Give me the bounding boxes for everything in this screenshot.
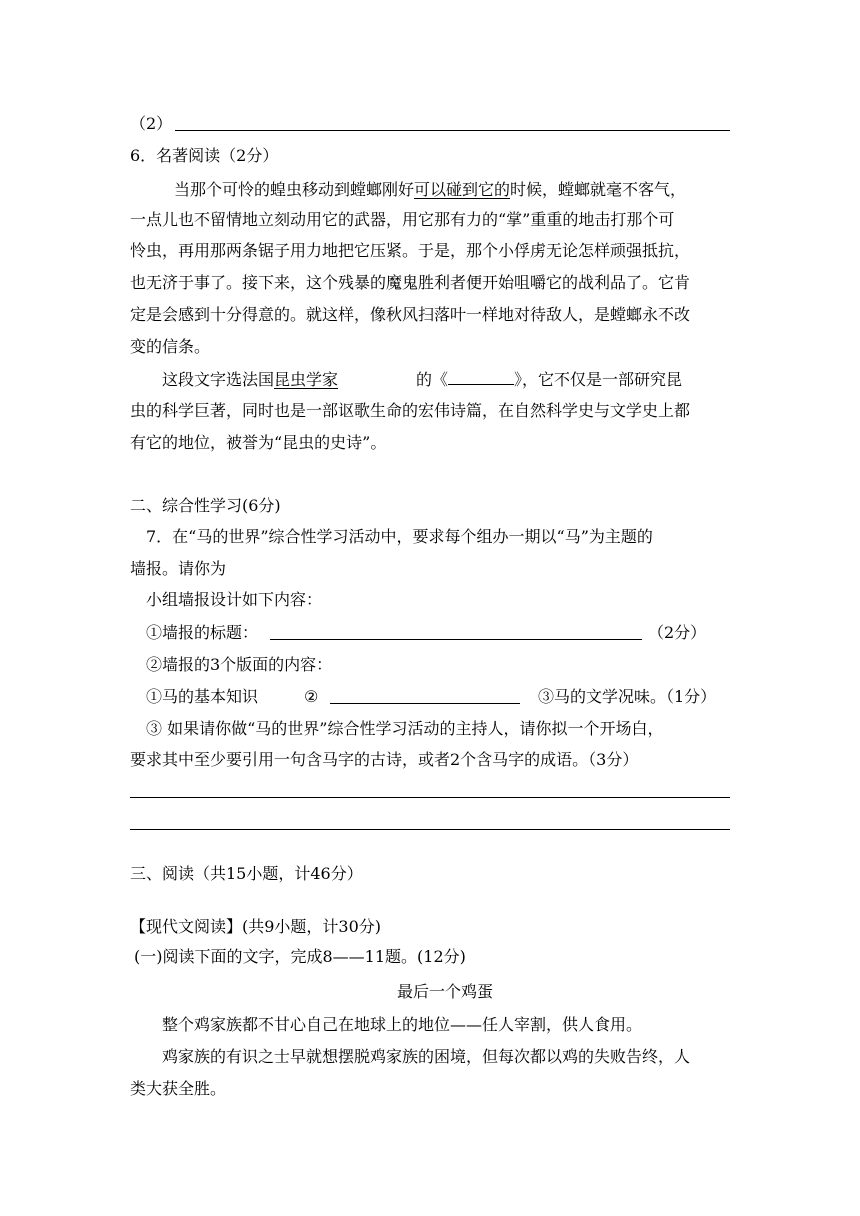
answer-line	[175, 130, 730, 131]
answer-line	[130, 797, 730, 798]
section3-heading: 三、阅读（共15小题，计46分）	[130, 864, 363, 883]
q7-item2-option-a: ①马的基本知识	[146, 687, 259, 706]
q6-para1-line1: 当那个可怜的蝗虫移动到螳螂刚好可以碰到它的时候，螳螂就毫不客气，	[174, 180, 687, 199]
article-title: 最后一个鸡蛋	[397, 982, 494, 1001]
q7-line2: 墙报。请你为	[130, 559, 227, 578]
q6-para2-line3: 有它的地位，被誉为“昆虫的史诗”。	[130, 433, 387, 452]
answer-line	[270, 639, 642, 640]
q7-line1: 7．在“马的世界”综合性学习活动中，要求每个组办一期以“马”为主题的	[146, 527, 653, 546]
q7-item2-option-b: ②	[304, 687, 319, 706]
q7-item2-label: ②墙报的3个版面的内容：	[146, 655, 333, 674]
q6-para2-line1: 这段文字选法国昆虫学家 的《 》，它不仅是一部研究昆	[162, 370, 683, 389]
modern-reading-heading: 【现代文阅读】(共9小题，计30分)	[130, 917, 382, 936]
section2-heading: 二、综合性学习(6分)	[130, 496, 281, 515]
q6-heading: 6．名著阅读（2分）	[130, 146, 279, 165]
article-para2-line1: 鸡家族的有识之士早就想摆脱鸡家族的困境，但每次都以鸡的失败告终，人	[162, 1047, 691, 1066]
part1-instruction: (一)阅读下面的文字，完成8——11题。(12分)	[134, 947, 466, 966]
book-title-blank	[448, 369, 514, 385]
q6-para1-line4: 也无济于事了。接下来，这个残暴的魔鬼胜利者便开始咀嚼它的战利品了。它肯	[130, 273, 691, 292]
q7-item1-label: ①墙报的标题：	[146, 623, 259, 642]
article-para2-line2: 类大获全胜。	[130, 1079, 227, 1098]
author-blank: 昆虫学家	[274, 370, 339, 389]
article-para1: 整个鸡家族都不甘心自己在地球上的地位——任人宰割，供人食用。	[162, 1015, 643, 1034]
q7-item2-option-c: ③马的文学况味。（1分）	[538, 687, 717, 706]
q6-para1-line2: 一点儿也不留情地立刻动用它的武器，用它那有力的“掌”重重的地击打那个可	[130, 210, 675, 229]
q6-para1-line6: 变的信条。	[130, 337, 211, 356]
answer-line	[330, 703, 520, 704]
underlined-phrase: 可以碰到它的	[414, 180, 511, 199]
q6-para1-line5: 定是会感到十分得意的。就这样，像秋风扫落叶一样地对待敌人，是螳螂永不改	[130, 305, 691, 324]
q6-para1-line3: 怜虫，再用那两条锯子用力地把它压紧。于是，那个小俘虏无论怎样顽强抵抗，	[130, 241, 691, 260]
q6-para2-line2: 虫的科学巨著，同时也是一部讴歌生命的宏伟诗篇，在自然科学史与文学史上都	[130, 401, 691, 420]
q5-item2-label: （2）	[130, 114, 173, 133]
q7-item3-line2: 要求其中至少要引用一句含马字的古诗，或者2个含马字的成语。（3分）	[130, 750, 639, 769]
q7-item3-line1: ③ 如果请你做“马的世界”综合性学习活动的主持人，请你拟一个开场白，	[146, 719, 664, 738]
answer-line	[130, 829, 730, 830]
q7-item1-score: （2分）	[648, 623, 707, 642]
q7-line3: 小组墙报设计如下内容：	[146, 590, 323, 609]
